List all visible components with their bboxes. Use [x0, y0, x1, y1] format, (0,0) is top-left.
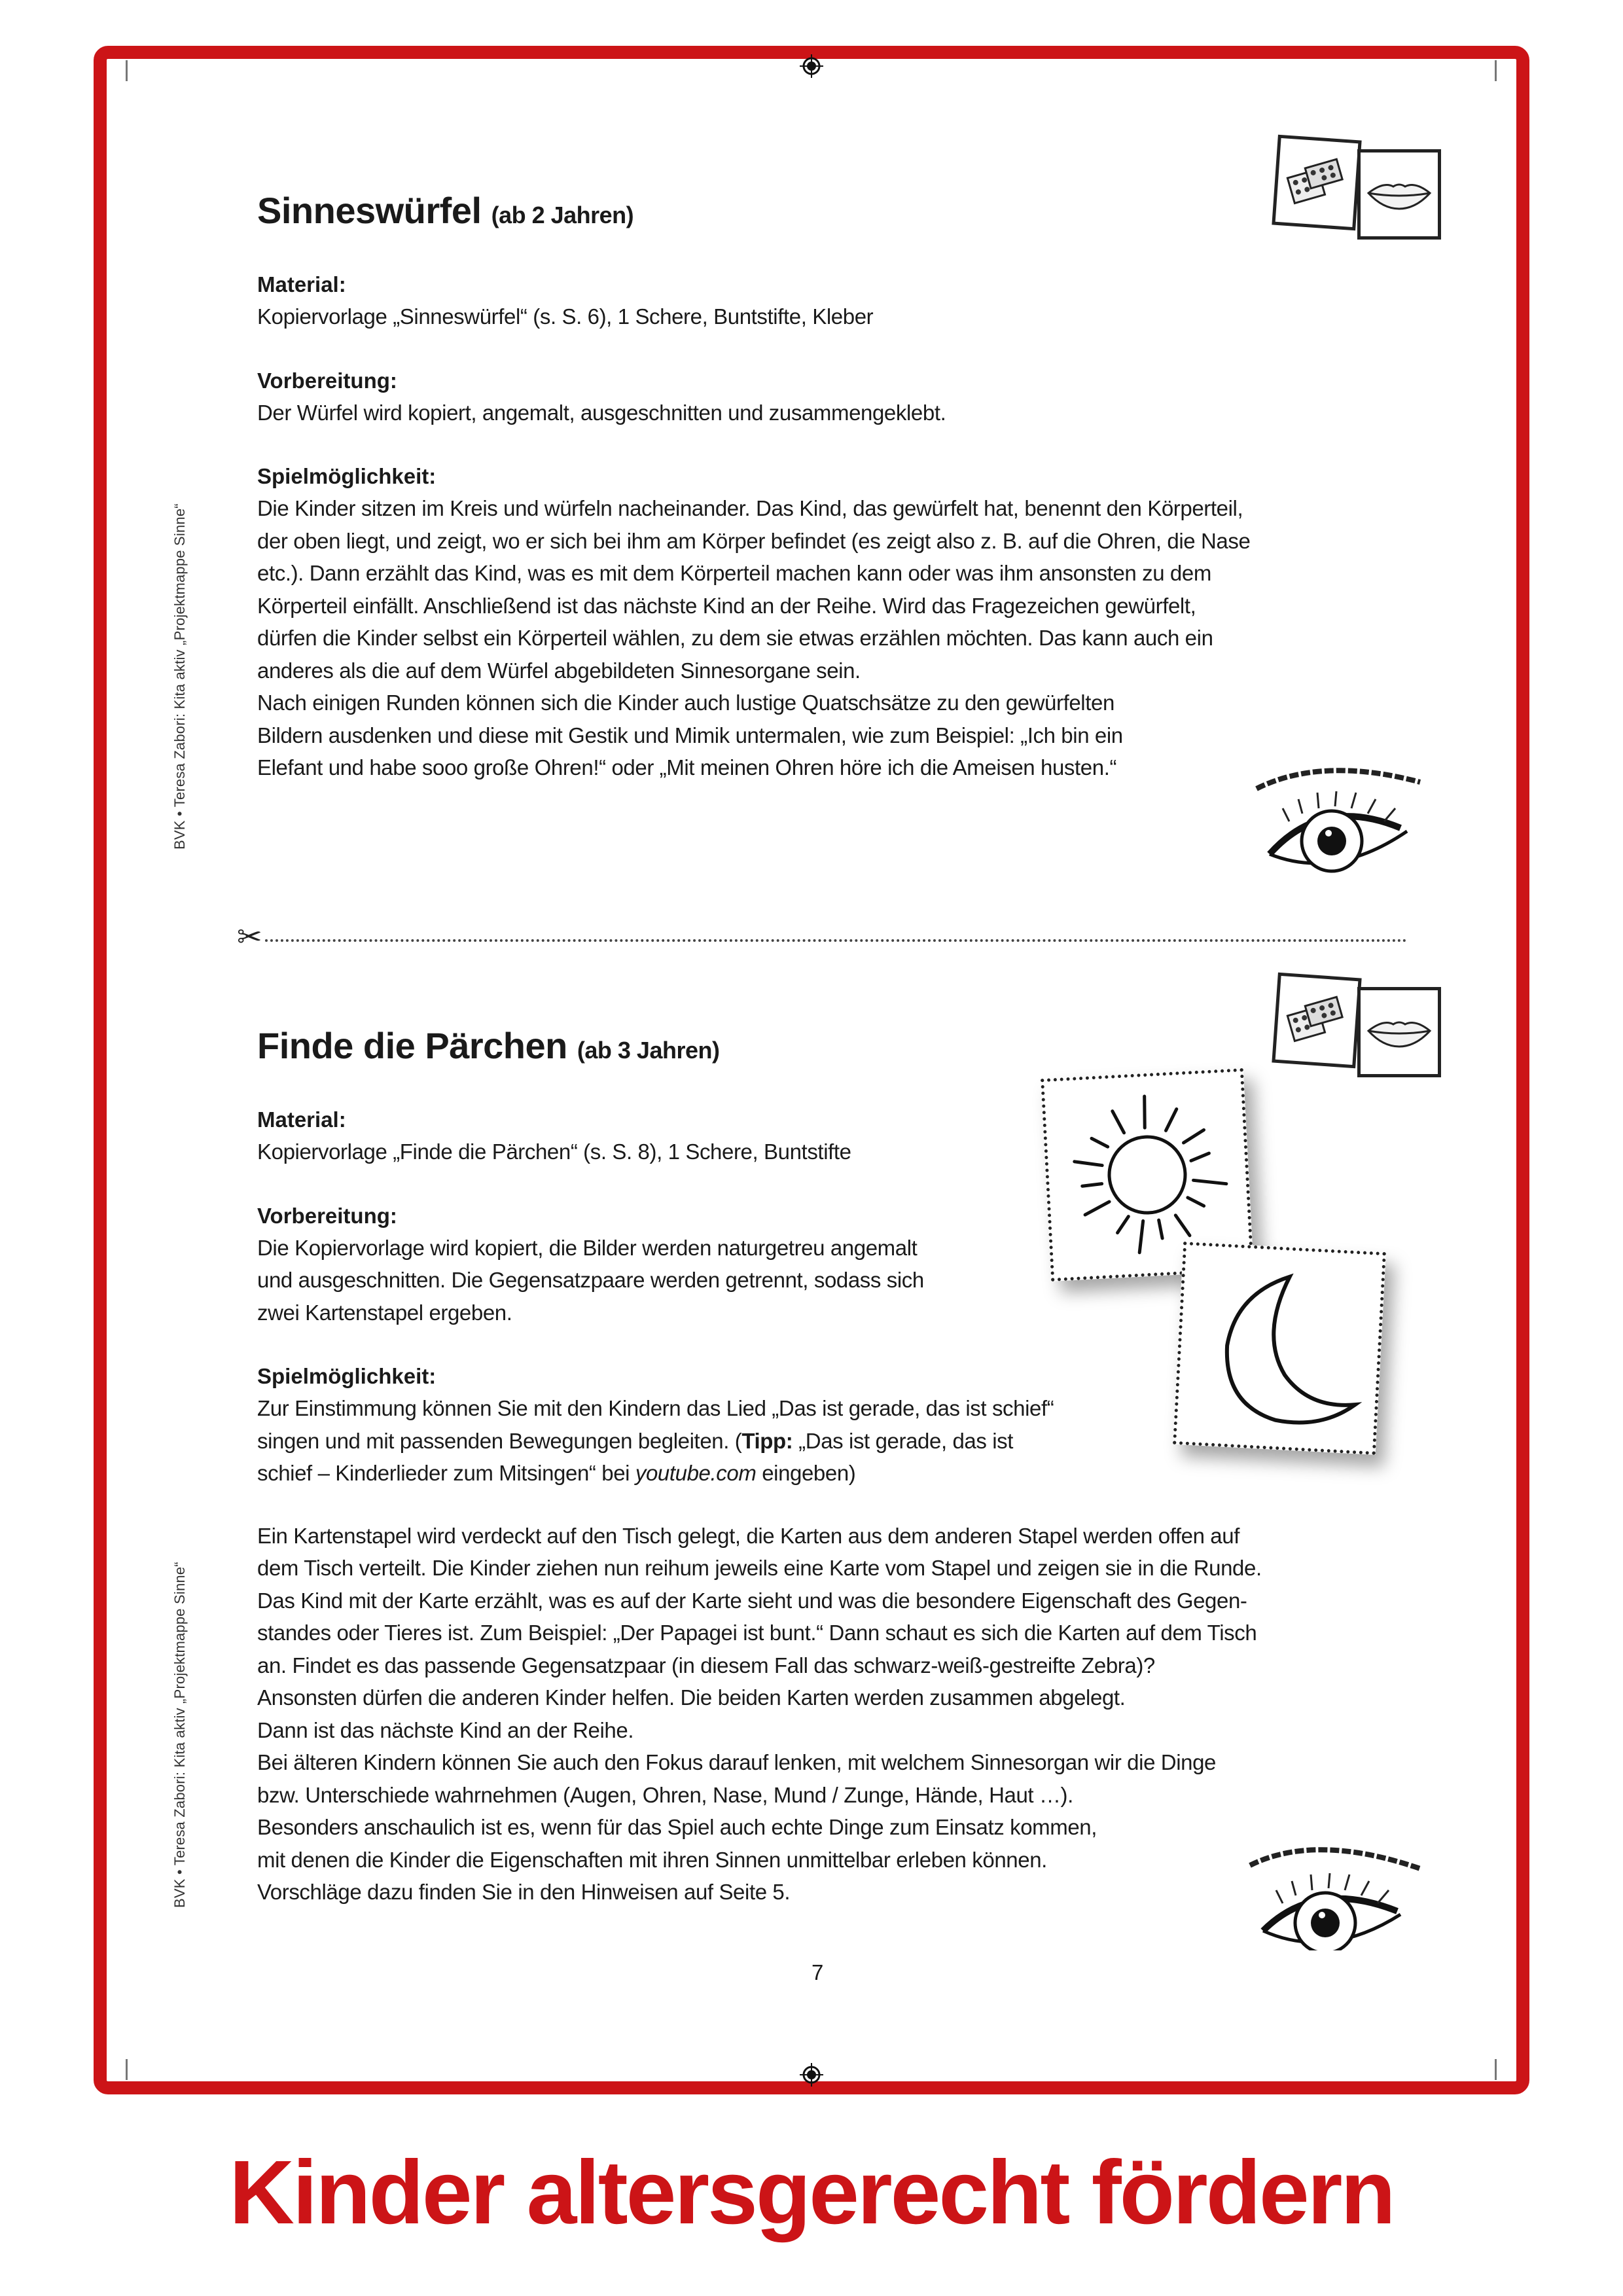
play-line: etc.). Dann erzählt das Kind, was es mit dem Körperteil machen kann oder was ihm ansonsten zu dem [257, 561, 1211, 585]
scissors-icon: ✂ [237, 920, 262, 954]
title-text: Sinneswürfel [257, 190, 482, 231]
play-line: Vorschläge dazu finden Sie in den Hinweisen auf Seite 5. [257, 1880, 791, 1904]
play-line: dürfen die Kinder selbst ein Körperteil wählen, zu dem sie etwas erzählen möchten. Das kann auch ein [257, 626, 1213, 650]
lips-icon [1357, 149, 1441, 240]
play-line: Elefant und habe sooo große Ohren!“ oder „Mit meinen Ohren höre ich die Ameisen husten.“ [257, 755, 1117, 780]
play-line: mit denen die Kinder die Eigenschaften mit ihren Sinnen unmittelbar erleben können. [257, 1847, 1047, 1872]
play-line: Körperteil einfällt. Anschließend ist das nächste Kind an der Reihe. Wird das Fragezeichen gewürfelt, [257, 593, 1196, 618]
play-line: bzw. Unterschiede wahrnehmen (Augen, Ohren, Nase, Mund / Zunge, Hände, Haut …). [257, 1782, 1073, 1807]
play-line: Die Kinder sitzen im Kreis und würfeln nacheinander. Das Kind, das gewürfelt hat, benennt den Körperteil, [257, 496, 1243, 520]
material-text: Kopiervorlage „Sinneswürfel“ (s. S. 6), 1 Schere, Buntstifte, Kleber [257, 304, 874, 329]
youtube-reference: youtube.com [635, 1461, 757, 1485]
lips-icon [1357, 987, 1441, 1077]
material-label: Material: [257, 272, 346, 296]
tip-label: Tipp: [741, 1428, 793, 1453]
material-text: Kopiervorlage „Finde die Pärchen“ (s. S. 8), 1 Schere, Buntstifte [257, 1139, 851, 1164]
play-line: Bildern ausdenken und diese mit Gestik und Mimik untermalen, wie zum Beispiel: „Ich bin ein [257, 723, 1123, 747]
text: singen und mit passenden Bewegungen begleiten. ( [257, 1428, 742, 1453]
play-intro-line [257, 1457, 1262, 1490]
play-line: Besonders anschaulich ist es, wenn für das Spiel auch echte Dinge zum Einsatz kommen, [257, 1815, 1097, 1839]
section-title [257, 191, 1250, 235]
registration-mark-icon [800, 54, 823, 78]
age-label: (ab 2 Jahren) [491, 202, 634, 228]
page-number: 7 [812, 1960, 824, 1984]
crop-mark [126, 2059, 128, 2080]
banner-slogan: Kinder altersgerecht fördern [229, 2142, 1394, 2243]
vertical-credit: BVK • Teresa Zabori: Kita aktiv „Projektmappe Sinne“ [171, 1562, 188, 1908]
play-intro-line: Zur Einstimmung können Sie mit den Kindern das Lied „Das ist gerade, das ist schief“ [257, 1396, 1054, 1420]
prep-line: zwei Kartenstapel ergeben. [257, 1300, 512, 1325]
play-intro-line [257, 1425, 1262, 1458]
title-text: Finde die Pärchen [257, 1025, 567, 1066]
play-line: standes oder Tieres ist. Zum Beispiel: „Der Papagei ist bunt.“ Dann schaut es sich die Karten auf dem Tisch [257, 1621, 1257, 1645]
play-line: an. Findet es das passende Gegensatzpaar (in diesem Fall das schwarz-weiß-gestreifte Zebra)? [257, 1653, 1155, 1677]
play-line: Dann ist das nächste Kind an der Reihe. [257, 1717, 634, 1742]
crop-mark [1495, 60, 1497, 81]
moon-icon [1176, 1245, 1382, 1451]
play-line: Ein Kartenstapel wird verdeckt auf den Tisch gelegt, die Karten aus dem anderen Stapel werden offen auf [257, 1523, 1240, 1548]
play-line: Nach einigen Runden können sich die Kinder auch lustige Quatschsätze zu den gewürfelten [257, 691, 1115, 715]
senses-icon-pair [1270, 975, 1453, 1073]
registration-mark-icon [800, 2063, 823, 2087]
section-title [257, 1026, 1262, 1070]
crop-mark [1495, 2059, 1497, 2080]
crop-mark [126, 60, 128, 81]
material-label: Material: [257, 1107, 346, 1132]
senses-icon-pair [1270, 137, 1453, 236]
play-line: dem Tisch verteilt. Die Kinder ziehen nun reihum jeweils eine Karte vom Stapel und zeigen sie in die Runde. [257, 1556, 1262, 1580]
lego-bricks-icon [1272, 135, 1361, 231]
lego-bricks-icon [1272, 973, 1361, 1069]
play-line: Bei älteren Kindern können Sie auch den Fokus darauf lenken, mit welchem Sinnesorgan wir die Dinge [257, 1750, 1217, 1774]
prep-label: Vorbereitung: [257, 368, 397, 393]
eye-illustration [1230, 1820, 1440, 1950]
cut-line [265, 939, 1407, 942]
vertical-credit: BVK • Teresa Zabori: Kita aktiv „Projektmappe Sinne“ [171, 503, 188, 850]
text: schief – Kinderlieder zum Mitsingen“ bei [257, 1461, 635, 1485]
text: eingeben) [756, 1461, 856, 1485]
prep-label: Vorbereitung: [257, 1203, 397, 1228]
section-sinneswuerfel [257, 191, 1250, 784]
prep-line: und ausgeschnitten. Die Gegensatzpaare werden getrennt, sodass sich [257, 1268, 924, 1292]
moon-card [1173, 1242, 1386, 1455]
play-line: anderes als die auf dem Würfel abgebildeten Sinnesorgane sein. [257, 658, 861, 683]
play-line: der oben liegt, und zeigt, wo er sich bei ihm am Körper befindet (es zeigt also z. B. auf die Ohren, die Nase [257, 528, 1251, 553]
prep-text: Der Würfel wird kopiert, angemalt, ausgeschnitten und zusammengeklebt. [257, 400, 946, 425]
play-line: Ansonsten dürfen die anderen Kinder helfen. Die beiden Karten werden zusammen abgelegt. [257, 1685, 1126, 1710]
play-label: Spielmöglichkeit: [257, 464, 437, 488]
eye-illustration [1230, 743, 1440, 874]
prep-line: Die Kopiervorlage wird kopiert, die Bilder werden naturgetreu angemalt [257, 1235, 918, 1260]
text: „Das ist gerade, das ist [793, 1428, 1014, 1453]
play-line: Das Kind mit der Karte erzählt, was es auf der Karte sieht und was die besondere Eigenschaft des Gegen- [257, 1588, 1247, 1613]
age-label: (ab 3 Jahren) [577, 1037, 720, 1064]
play-label: Spielmöglichkeit: [257, 1364, 437, 1388]
